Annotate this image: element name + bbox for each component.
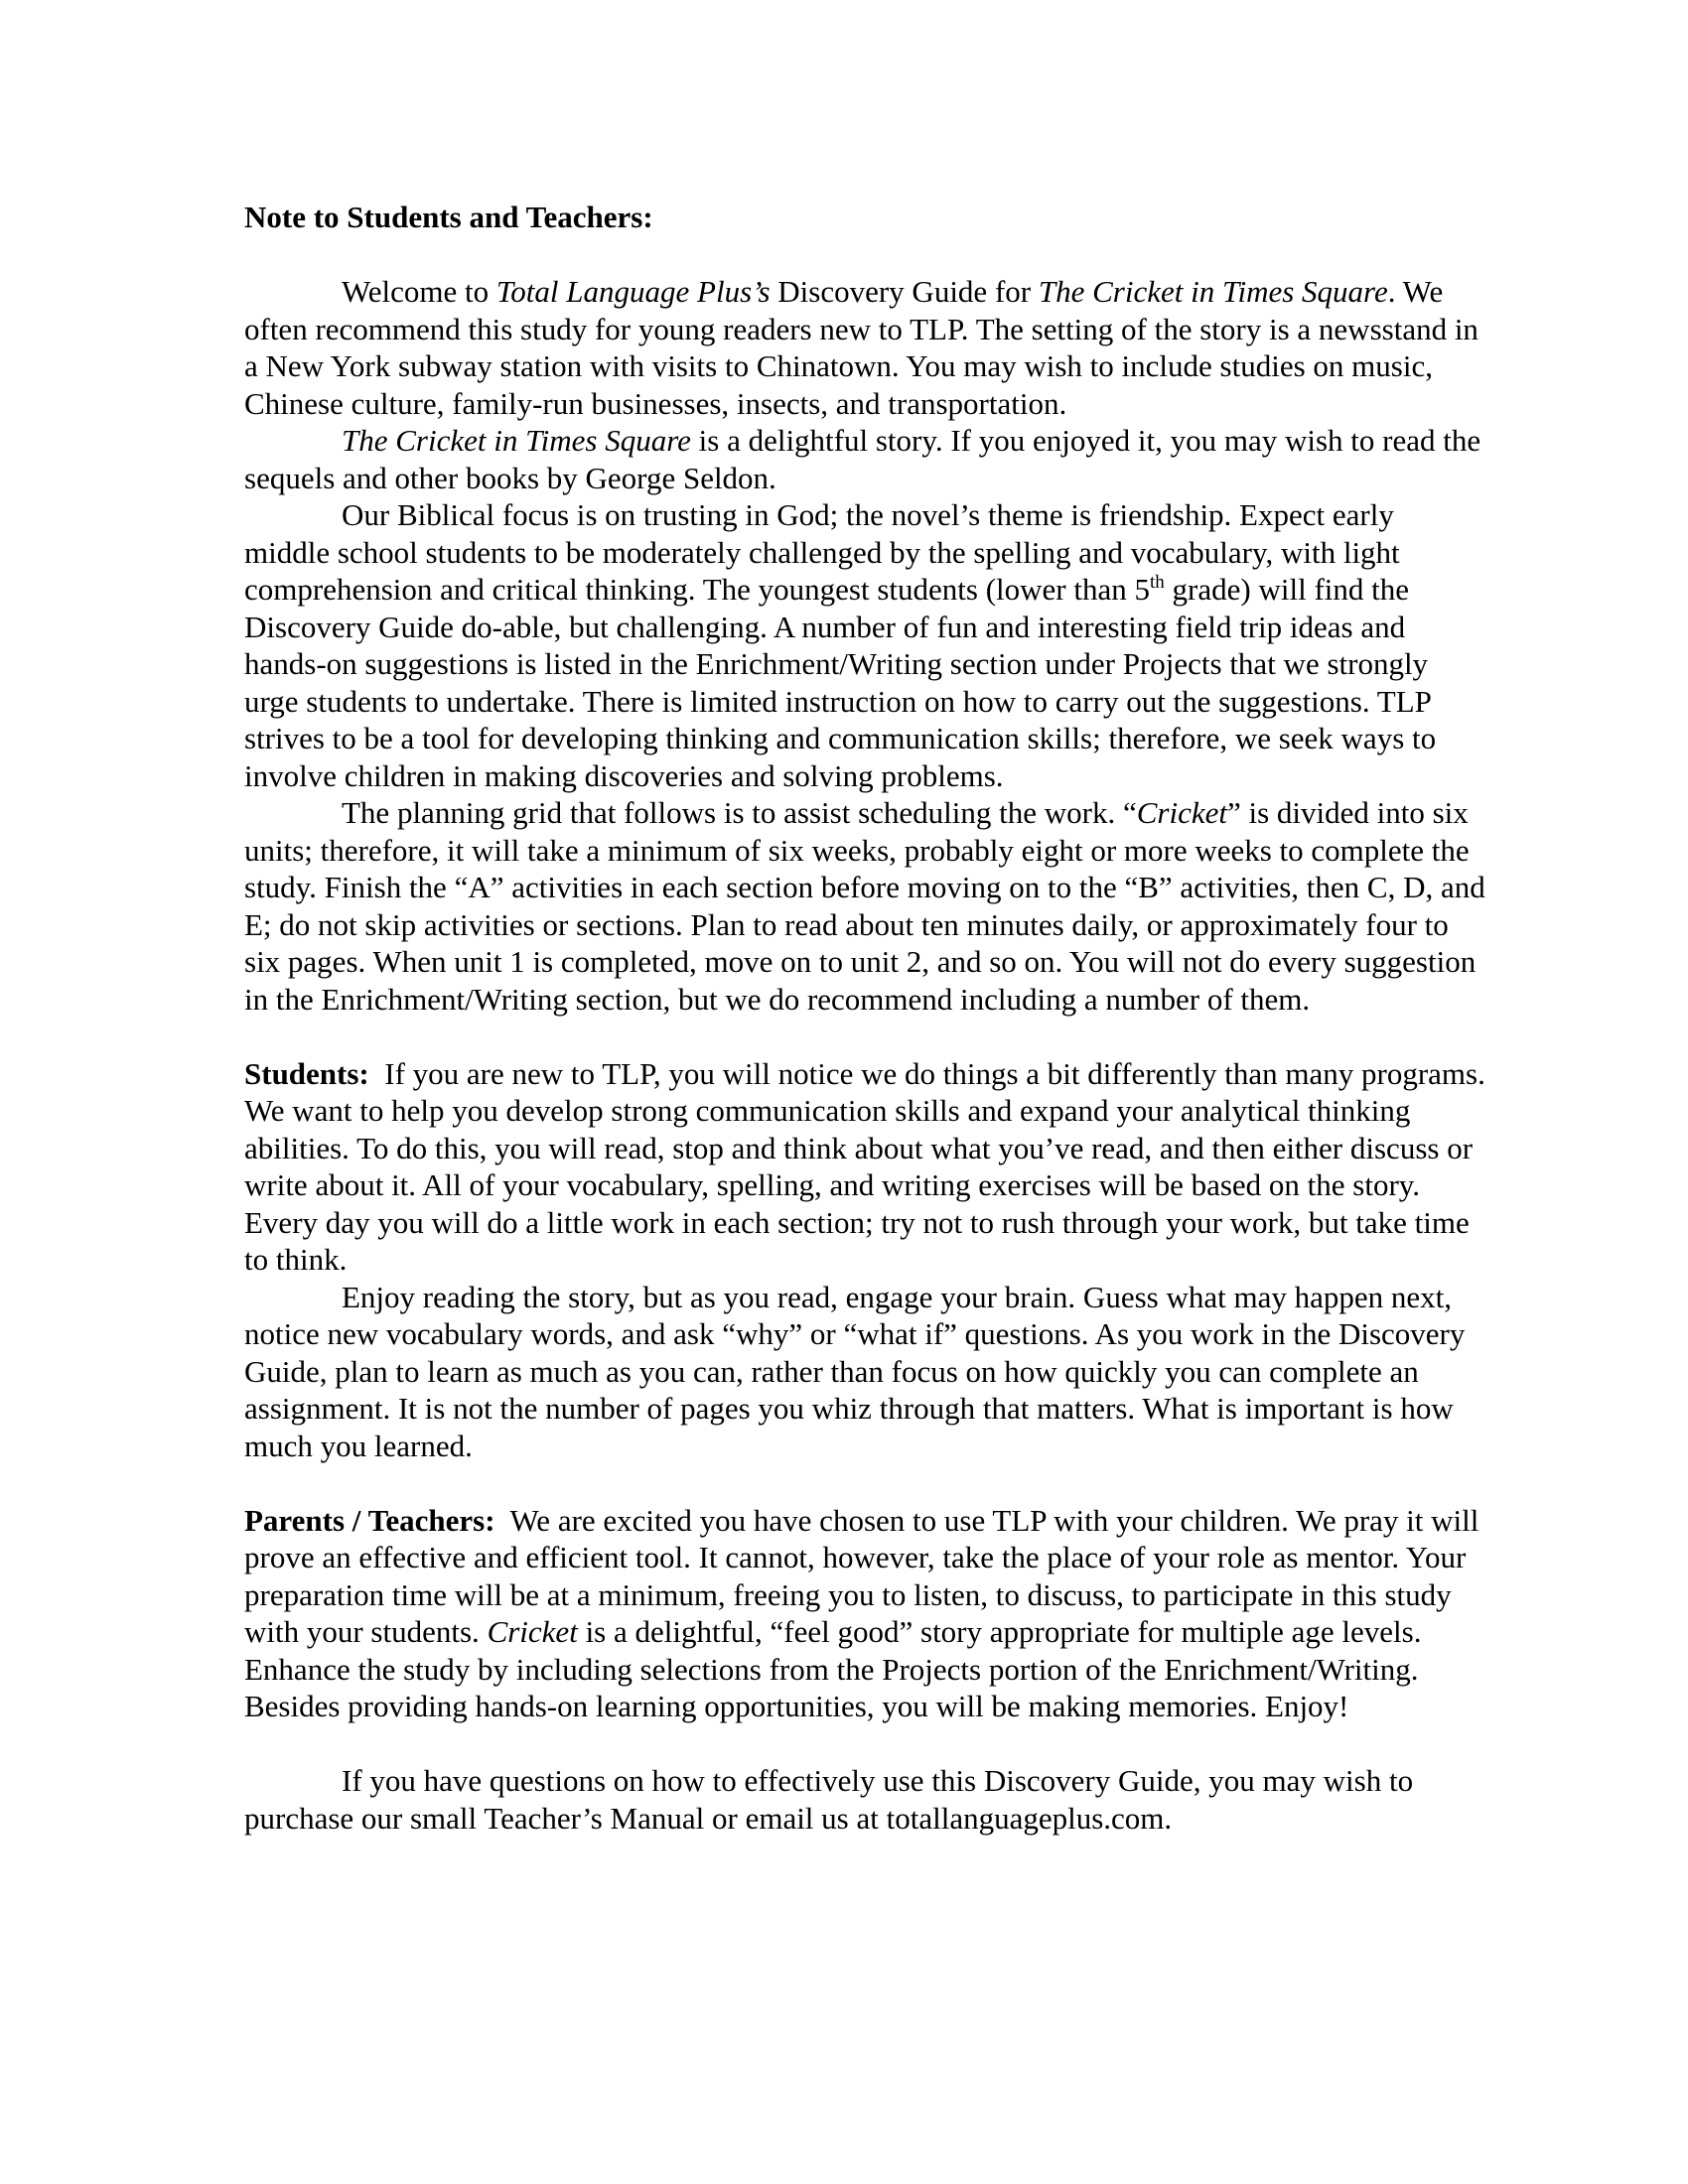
ordinal-superscript: th bbox=[1150, 572, 1165, 593]
text-run: grade) will find the Discovery Guide do-able, but challenging. A number of fun and interesting field trip ideas and hands-on suggestions is listed in the Enrichment/Writing section under Projects that we strongly urge students to undertake. There is limited instruction on how to carry out the suggestions. TLP strives to be a tool for developing thinking and communication skills; therefore, we seek ways to involve children in making discoveries and solving problems. bbox=[244, 572, 1437, 793]
spacer bbox=[244, 1018, 1485, 1055]
text-run: If you are new to TLP, you will notice we do things a bit differently than many programs. We want to help you develop strong communication skills and expand your analytical thinking abilities. To do this, you will read, stop and think about what you’ve read, and then either discuss or write about it. All of your vocabulary, spelling, and writing exercises will be based on the story. Every day you will do a little work in each section; try not to rush through your work, but take time to think. bbox=[244, 1055, 1485, 1277]
text-run: The planning grid that follows is to assist scheduling the work. “ bbox=[342, 795, 1137, 830]
text-run: Discovery Guide for bbox=[770, 274, 1039, 309]
students-paragraph-2 bbox=[244, 1279, 1485, 1465]
intro-paragraph-2 bbox=[244, 422, 1485, 496]
document-page bbox=[244, 199, 1485, 1837]
students-paragraph-1 bbox=[244, 1055, 1485, 1279]
text-run: ” is divided into six units; therefore, it will take a minimum of six weeks, probably eight or more weeks to complete the study. Finish the “A” activities in each section before moving on to the “B” activities, then C, D, and E; do not skip activities or sections. Plan to read about ten minutes daily, or approximately four to six pages. When unit 1 is completed, move on to unit 2, and so on. You will not do every suggestion in the Enrichment/Writing section, but we do recommend including a number of them. bbox=[244, 795, 1485, 1017]
book-short-title: Cricket bbox=[1136, 795, 1227, 830]
intro-paragraph-3 bbox=[244, 496, 1485, 794]
text-run: Our Biblical focus is on trusting in God; the novel’s theme is friendship. Expect early middle school students to be moderately challenged by the spelling and vocabulary, with light comprehension and critical thinking. The youngest students (lower than 5 bbox=[244, 497, 1400, 607]
text-run: is a delightful story. If you enjoyed it, you may wish to read the sequels and other books by George Seldon. bbox=[244, 423, 1481, 495]
intro-paragraph-4 bbox=[244, 794, 1485, 1018]
series-title: Total Language Plus’s bbox=[495, 274, 771, 309]
book-short-title: Cricket bbox=[487, 1614, 578, 1649]
closing-paragraph bbox=[244, 1762, 1485, 1837]
students-label: Students: bbox=[244, 1055, 369, 1091]
text-run: If you have questions on how to effectively use this Discovery Guide, you may wish to purchase our small Teacher’s Manual or email us at totallanguageplus.com. bbox=[244, 1763, 1414, 1836]
spacer bbox=[244, 1464, 1485, 1502]
text-run: . We often recommend this study for young readers new to TLP. The setting of the story is a newsstand in a New York subway station with visits to Chinatown. You may wish to include studies on music, Chinese culture, family-run businesses, insects, and transportation. bbox=[244, 274, 1478, 421]
spacer bbox=[244, 1725, 1485, 1763]
text-run: Welcome to bbox=[342, 274, 496, 309]
text-run: Enjoy reading the story, but as you read, engage your brain. Guess what may happen next, notice new vocabulary words, and ask “why” or “what if” questions. As you work in the Discovery Guide, plan to learn as much as you can, rather than focus on how quickly you can complete an assignment. It is not the number of pages you whiz through that matters. What is important is how much you learned. bbox=[244, 1279, 1466, 1463]
page-title: Note to Students and Teachers: bbox=[244, 200, 653, 234]
book-title: The Cricket in Times Square bbox=[1038, 274, 1388, 309]
parents-label: Parents / Teachers: bbox=[244, 1502, 495, 1538]
parents-paragraph bbox=[244, 1502, 1485, 1725]
book-title: The Cricket in Times Square bbox=[342, 423, 691, 458]
text-run: is a delightful, “feel good” story appropriate for multiple age levels. Enhance the study by including selections from the Projects portion of the Enrichment/Writing. Besides providing hands-on learning opportunities, you will be making memories. Enjoy! bbox=[244, 1614, 1422, 1723]
text-run: We are excited you have chosen to use TLP with your children. We pray it will prove an effective and efficient tool. It cannot, however, take the place of your role as mentor. Your preparation time will be at a minimum, freeing you to listen, to discuss, to participate in this study with your students. bbox=[244, 1502, 1479, 1649]
intro-paragraph-1 bbox=[244, 273, 1485, 422]
spacer bbox=[244, 236, 1485, 274]
